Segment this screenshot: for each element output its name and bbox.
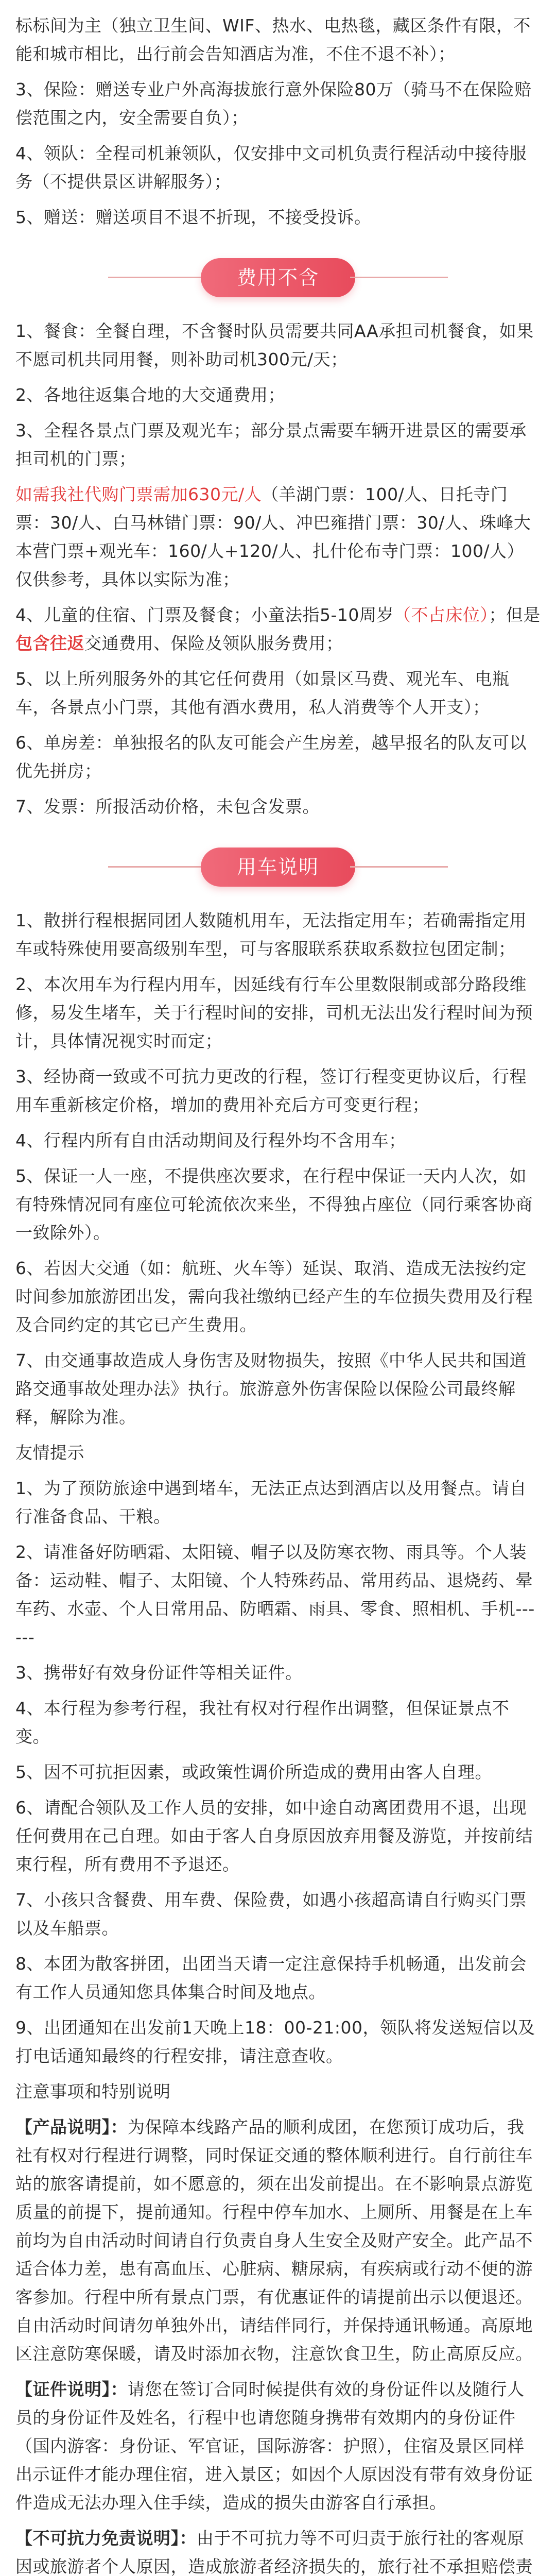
tip-item: 8、本团为散客拼团，出团当天请一定注意保持手机畅通，出发前会有工作人员通知您具体集合时间及地点。 <box>15 1954 527 2002</box>
car-item: 3、经协商一致或不可抗力更改的行程，签订行程变更协议后，行程用车重新核定价格，增加的费用补充后方可变更行程； <box>15 1066 527 1115</box>
fee-item: 6、单房差：单独报名的队友可能会产生房差，越早报名的队友可以优先拼房； <box>15 733 527 781</box>
notice-label: 【产品说明】： <box>15 2117 128 2137</box>
fees-exclusion-title: 费用不含 <box>201 258 355 297</box>
children-text-3: 交通费用、保险及领队服务费用； <box>84 633 343 653</box>
tip-item: 6、请配合领队及工作人员的安排，如中途自动离团费用不退，出现任何费用在己自理。如由于客人自身原因放弃用餐及游览，并按前结束行程，所有费用不予退还。 <box>15 1798 533 1874</box>
tip-item: 9、出团通知在出发前1天晚上18：00-21:00，领队将发送短信以及打电话通知最终的行程安排，请注意查收。 <box>15 2018 535 2066</box>
fee-item: 3、全程各景点门票及观光车；部分景点需要车辆开进景区的需要承担司机的门票； <box>15 420 527 469</box>
tip-item: 7、小孩只含餐费、用车费、保险费，如遇小孩超高请自行购买门票以及车船票。 <box>15 1890 527 1938</box>
header-divider-left <box>108 277 206 278</box>
car-item: 7、由交通事故造成人身伤害及财物损失，按照《中华人民共和国道路交通事故处理办法》执行。旅游意外伤害保险以保险公司最终解释，解除为准。 <box>15 1350 527 1427</box>
ticket-detail: （羊湖门票：100/人、日托寺门票：30/人、白马林错门票：90/人、冲巴雍措门票：30/人、珠峰大本营门票+观光车：160/人+120/人、扎什伦布寺门票：100/人）仅供参考，具体以实际为准； <box>15 484 531 589</box>
no-bed-highlight: （不占床位） <box>393 605 489 625</box>
car-item: 5、保证一人一座，不提供座次要求，在行程中保证一天内人次，如有特殊情况同有座位可轮流依次来坐，不得独占座位（同行乘客协商一致除外）。 <box>15 1166 533 1243</box>
header-divider-right <box>350 866 448 868</box>
car-usage-title: 用车说明 <box>201 848 355 887</box>
intro-paragraph: 4、领队：全程司机兼领队，仅安排中文司机负责行程活动中接待服务（不提供景区讲解服务）； <box>15 143 527 192</box>
fee-item: 7、发票：所报活动价格，未包含发票。 <box>15 796 320 817</box>
car-usage-header <box>15 843 541 891</box>
children-text: 4、儿童的住宿、门票及餐食；小童法指5-10周岁 <box>15 605 394 625</box>
notice-title: 注意事项和特别说明 <box>15 2081 171 2102</box>
notice-label: 【不可抗力免责说明】： <box>15 2528 197 2548</box>
intro-paragraph: 标标间为主（独立卫生间、WIF、热水、电热毯，藏区条件有限，不能和城市相比，出行前会告知酒店为准，不住不退不补）； <box>15 15 531 64</box>
header-divider-left <box>108 866 206 868</box>
notice-text: 为保障本线路产品的顺利成团，在您预订成功后，我社有权对行程进行调整，同时保证交通的整体顺利进行。自行前往车站的旅客请提前，如不愿意的，须在出发前提出。在不影响景点游览质量的前提下，提前通知。行程中停车加水、上厕所、用餐是在上车前均为自由活动时间请自行负责自身人生安全及财产安全。此产品不适合体力差，患有高血压、心脏病、糖尿病，有疾病或行动不便的游客参加。行程中所有景点门票，有优惠证件的请提前出示以便退还。自由活动时间请勿单独外出，请结伴同行，并保持通讯畅通。高原地区注意防寒保暖，请及时添加衣物，注意饮食卫生，防止高原反应。 <box>15 2117 533 2364</box>
notice-section <box>15 2077 541 2576</box>
car-section <box>15 906 541 2070</box>
notice-text: 由于不可抗力等不可归责于旅行社的客观原因或旅游者个人原因，造成旅游者经济损失的，旅行社不承担赔偿责 <box>15 2528 533 2576</box>
fee-item: 1、餐食：全餐自理，不含餐时队员需要共同AA承担司机餐食，如果不愿司机共同用餐，则补助司机300元/天； <box>15 321 534 369</box>
notice-text: 请您在签订合同时候提供有效的身份证件以及随行人员的身份证件及姓名，行程中也请您随身携带有效期内的身份证件（国内游客：身份证、军官证，国际游客：护照），住宿及景区同样出示证件才能办理住宿，进入景区；如因个人原因没有带有效身份证件造成无法办理入住手续，造成的损失由游客自行承担。 <box>15 2379 533 2513</box>
car-item: 4、行程内所有自由活动期间及行程外均不含用车； <box>15 1130 406 1150</box>
tip-item: 2、请准备好防晒霜、太阳镜、帽子以及防寒衣物、雨具等。个人装备：运动鞋、帽子、太阳镜、个人特殊药品、常用药品、退烧药、晕车药、水壶、个人日常用品、防晒霜、雨具、零食、照相机、手机------ <box>15 1542 535 1647</box>
intro-paragraph: 3、保险：赠送专业户外高海拔旅行意外保险80万（骑马不在保险赔偿范围之内，安全需要自负）； <box>15 79 532 128</box>
tip-item: 1、为了预防旅途中遇到堵车，无法正点达到酒店以及用餐点。请自行准备食品、干粮。 <box>15 1478 527 1527</box>
car-item: 1、散拼行程根据同团人数随机用车，无法指定用车；若确需指定用车或特殊使用要高级别车型，可与客服联系获取系数拉包团定制； <box>15 910 527 959</box>
car-item: 2、本次用车为行程内用车，因延线有行车公里数限制或部分路段维修，易发生堵车，关于行程时间的安排，司机无法出发行程时间为预计，具体情况视实时而定； <box>15 974 533 1051</box>
fees-section <box>15 317 541 821</box>
notice-product <box>15 2113 541 2368</box>
notice-force-majeure <box>15 2524 541 2576</box>
notice-id <box>15 2375 541 2517</box>
fee-item-children <box>15 601 541 657</box>
fee-item-tickets <box>15 480 541 594</box>
notice-label: 【证件说明】： <box>15 2379 128 2399</box>
tip-item: 5、因不可抗拒因素，或政策性调价所造成的费用由客人自理。 <box>15 1762 492 1782</box>
tip-item: 3、携带好有效身份证件等相关证件。 <box>15 1663 303 1683</box>
children-text-2: ；但是 <box>489 605 541 625</box>
ticket-surcharge-highlight: 如需我社代购门票需加630元/人 <box>15 484 262 504</box>
intro-paragraph: 5、赠送：赠送项目不退不折现，不接受投诉。 <box>15 207 372 227</box>
tips-title: 友情提示 <box>15 1443 84 1463</box>
intro-section <box>15 11 541 231</box>
fees-exclusion-header <box>15 254 541 301</box>
tip-item: 4、本行程为参考行程，我社有权对行程作出调整，但保证景点不变。 <box>15 1698 510 1747</box>
fee-item: 5、以上所列服务外的其它任何费用（如景区马费、观光车、电瓶车，各景点小门票，其他有酒水费用，私人消费等个人开支）； <box>15 669 510 717</box>
car-item: 6、若因大交通（如：航班、火车等）延误、取消、造成无法按约定时间参加旅游团出发，需向我社缴纳已经产生的车位损失费用及行程及合同约定的其它已产生费用。 <box>15 1258 533 1335</box>
fee-item: 2、各地往返集合地的大交通费用； <box>15 385 285 405</box>
round-trip-highlight: 包含往返 <box>15 633 84 653</box>
header-divider-right <box>350 277 448 278</box>
